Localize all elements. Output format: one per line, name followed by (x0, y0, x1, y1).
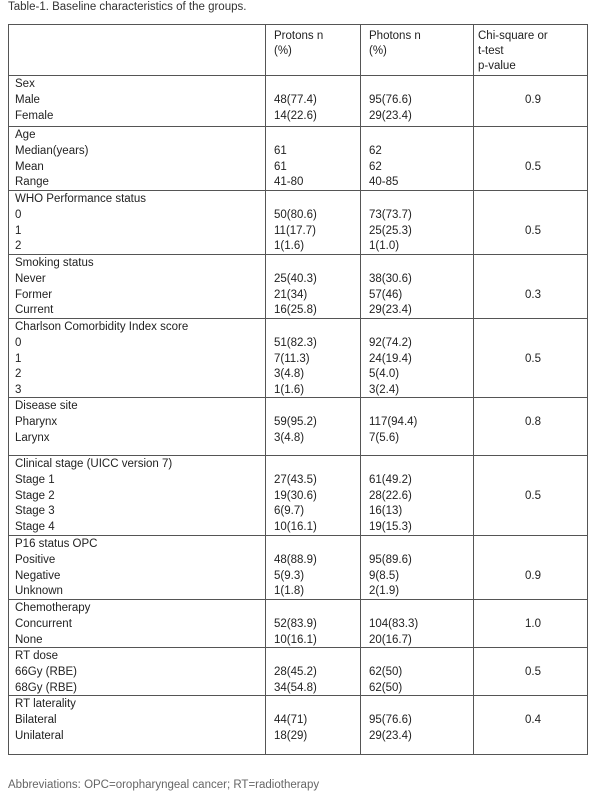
cell-photons: 29(23.4) (369, 304, 412, 317)
header-protons-line2: (%) (274, 45, 292, 57)
header-pvalue-line2: t-test (478, 45, 504, 57)
row-label: Mean (15, 160, 44, 173)
cell-protons: 48(77.4) (274, 93, 317, 106)
row-label: Stage 4 (15, 521, 55, 534)
cell-protons: 3(4.8) (274, 368, 305, 381)
cell-photons: 62 (369, 160, 382, 173)
cell-pvalue: 0.5 (525, 489, 541, 502)
header-pvalue-line3: p-value (478, 60, 516, 72)
cell-photons: 95(89.6) (369, 553, 412, 566)
group-title: RT laterality (15, 698, 76, 710)
cell-pvalue: 1.0 (525, 617, 541, 630)
cell-pvalue: 0.5 (525, 352, 541, 365)
group-title: Charlson Comorbidity Index score (15, 321, 189, 333)
cell-photons: 95(76.6) (369, 93, 412, 106)
cell-photons: 62 (369, 144, 382, 157)
row-label: 0 (15, 208, 22, 221)
cell-photons: 28(22.6) (369, 489, 412, 502)
cell-protons: 1(1.6) (274, 384, 305, 397)
row-label: Never (15, 272, 46, 285)
cell-photons: 5(4.0) (369, 368, 400, 381)
cell-protons: 59(95.2) (274, 415, 317, 428)
cell-pvalue: 0.8 (525, 415, 541, 428)
table-caption: Table-1. Baseline characteristics of the groups. (8, 1, 247, 13)
cell-photons: 92(74.2) (369, 336, 412, 349)
cell-pvalue: 0.5 (525, 160, 541, 173)
group-title: Clinical stage (UICC version 7) (15, 458, 173, 470)
column-divider (473, 25, 474, 754)
cell-pvalue: 0.5 (525, 224, 541, 237)
row-label: Stage 3 (15, 505, 55, 518)
group-divider (9, 599, 587, 600)
header-photons-line2: (%) (369, 45, 387, 57)
cell-photons: 117(94.4) (369, 415, 418, 428)
cell-protons: 61 (274, 160, 287, 173)
group-divider (9, 535, 587, 536)
cell-photons: 3(2.4) (369, 384, 400, 397)
header-protons-line1: Protons n (274, 30, 324, 42)
row-label: 1 (15, 352, 22, 365)
cell-protons: 34(54.8) (274, 681, 317, 694)
baseline-table (8, 24, 588, 755)
cell-photons: 57(46) (369, 288, 403, 301)
cell-photons: 61(49.2) (369, 473, 412, 486)
cell-protons: 7(11.3) (274, 352, 310, 365)
group-title: WHO Performance status (15, 193, 147, 205)
cell-photons: 29(23.4) (369, 109, 412, 122)
cell-photons: 1(1.0) (369, 240, 400, 253)
cell-pvalue: 0.4 (525, 713, 541, 726)
cell-protons: 18(29) (274, 729, 308, 742)
group-title: Smoking status (15, 257, 94, 269)
row-label: 1 (15, 224, 22, 237)
cell-protons: 50(80.6) (274, 208, 317, 221)
cell-photons: 16(13) (369, 505, 403, 518)
cell-protons: 11(17.7) (274, 224, 316, 237)
cell-photons: 24(19.4) (369, 352, 412, 365)
row-label: 2 (15, 368, 22, 381)
row-label: Negative (15, 569, 61, 582)
cell-protons: 10(16.1) (274, 521, 317, 534)
cell-pvalue: 0.5 (525, 665, 541, 678)
group-title: RT dose (15, 650, 59, 662)
header-photons-line1: Photons n (369, 30, 421, 42)
footnote: Abbreviations: OPC=oropharyngeal cancer; RT=radiotherapy (8, 779, 320, 791)
cell-protons: 5(9.3) (274, 569, 305, 582)
group-divider (9, 254, 587, 255)
header-pvalue (478, 29, 548, 74)
row-label: Current (15, 304, 54, 317)
row-label: None (15, 633, 43, 646)
cell-pvalue: 0.9 (525, 93, 541, 106)
cell-photons: 62(50) (369, 681, 403, 694)
group-divider (9, 190, 587, 191)
cell-protons: 41-80 (274, 176, 304, 189)
row-label: 66Gy (RBE) (15, 665, 77, 678)
cell-protons: 27(43.5) (274, 473, 317, 486)
cell-protons: 6(9.7) (274, 505, 305, 518)
cell-protons: 44(71) (274, 713, 308, 726)
row-label: Larynx (15, 431, 50, 444)
cell-pvalue: 0.9 (525, 569, 541, 582)
row-label: Female (15, 109, 54, 122)
group-divider (9, 318, 587, 319)
row-label: Former (15, 288, 53, 301)
row-label: Male (15, 93, 40, 106)
cell-protons: 48(88.9) (274, 553, 317, 566)
group-title: Disease site (15, 400, 78, 412)
cell-pvalue: 0.3 (525, 288, 541, 301)
cell-photons: 2(1.9) (369, 585, 400, 598)
cell-protons: 21(34) (274, 288, 308, 301)
column-divider (265, 25, 266, 754)
group-title: Chemotherapy (15, 602, 91, 614)
row-label: 68Gy (RBE) (15, 681, 77, 694)
group-divider (9, 126, 587, 127)
header-pvalue-line1: Chi-square or (478, 30, 548, 42)
cell-protons: 1(1.8) (274, 585, 305, 598)
row-label: Bilateral (15, 713, 57, 726)
cell-photons: 62(50) (369, 665, 403, 678)
group-divider (9, 455, 587, 456)
cell-photons: 104(83.3) (369, 617, 419, 630)
group-divider (9, 695, 587, 696)
cell-photons: 9(8.5) (369, 569, 400, 582)
cell-photons: 19(15.3) (369, 521, 412, 534)
cell-protons: 10(16.1) (274, 633, 317, 646)
cell-photons: 29(23.4) (369, 729, 412, 742)
row-label: Pharynx (15, 415, 58, 428)
row-label: Unilateral (15, 729, 64, 742)
cell-protons: 16(25.8) (274, 304, 317, 317)
cell-photons: 95(76.6) (369, 713, 412, 726)
cell-photons: 38(30.6) (369, 272, 412, 285)
group-title: Sex (15, 78, 35, 90)
cell-protons: 3(4.8) (274, 431, 305, 444)
cell-protons: 61 (274, 144, 287, 157)
header-photons (369, 29, 421, 59)
row-label: Range (15, 176, 49, 189)
group-divider (9, 75, 587, 76)
cell-protons: 19(30.6) (274, 489, 317, 502)
row-label: Stage 2 (15, 489, 55, 502)
cell-protons: 25(40.3) (274, 272, 317, 285)
group-title: P16 status OPC (15, 538, 98, 550)
cell-protons: 52(83.9) (274, 617, 317, 630)
cell-photons: 7(5.6) (369, 431, 400, 444)
row-label: 0 (15, 336, 22, 349)
row-label: 2 (15, 240, 22, 253)
cell-protons: 1(1.6) (274, 240, 305, 253)
cell-photons: 73(73.7) (369, 208, 412, 221)
cell-photons: 40-85 (369, 176, 399, 189)
header-protons (274, 29, 323, 59)
row-label: Stage 1 (15, 473, 55, 486)
cell-photons: 25(25.3) (369, 224, 412, 237)
group-divider (9, 397, 587, 398)
row-label: 3 (15, 384, 22, 397)
row-label: Median(years) (15, 144, 89, 157)
column-divider (360, 25, 361, 754)
cell-protons: 51(82.3) (274, 336, 317, 349)
cell-protons: 14(22.6) (274, 109, 317, 122)
row-label: Positive (15, 553, 56, 566)
cell-photons: 20(16.7) (369, 633, 412, 646)
group-divider (9, 647, 587, 648)
row-label: Concurrent (15, 617, 72, 630)
row-label: Unknown (15, 585, 63, 598)
cell-protons: 28(45.2) (274, 665, 317, 678)
group-title: Age (15, 129, 36, 141)
